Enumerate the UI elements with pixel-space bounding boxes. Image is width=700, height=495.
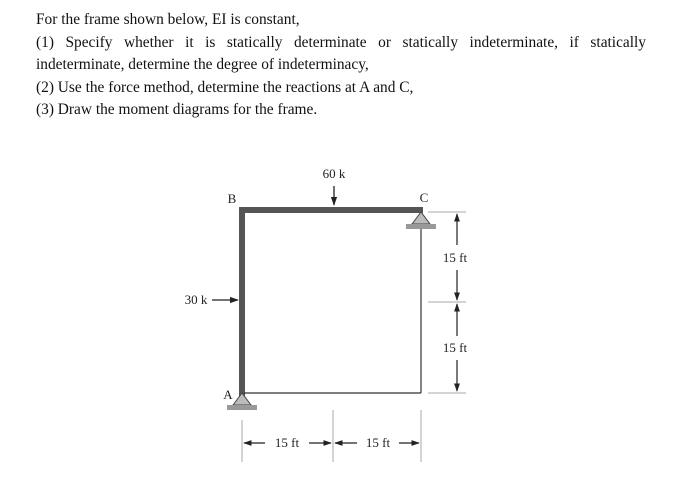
dim-horizontal-right-label: 15 ft [365,435,391,450]
node-c-label: C [419,190,429,205]
load-60k-label: 60 k [322,166,346,181]
load-30k-label: 30 k [184,292,208,307]
problem-intro: For the frame shown below, EI is constant, [36,11,300,28]
node-a-label: A [223,387,233,402]
problem-part-2: (2) Use the force method, determine the reactions at A and C, [36,78,414,96]
problem-part-3: (3) Draw the moment diagrams for the frame. [36,101,318,119]
dim-vertical-upper-label: 15 ft [442,250,468,265]
node-b-label: B [227,191,237,206]
dim-vertical-lower-label: 15 ft [442,340,468,355]
dim-horizontal-left-label: 15 ft [274,435,300,450]
horizontal-dimension [242,410,421,462]
vertical-dimension [428,212,466,393]
support-c-pin [406,212,436,229]
problem-part-1: (1) Specify whether it is statically determinate or statically indeterminate, if statically indeterminate, determine the degree of indeterminacy, [36,33,646,74]
